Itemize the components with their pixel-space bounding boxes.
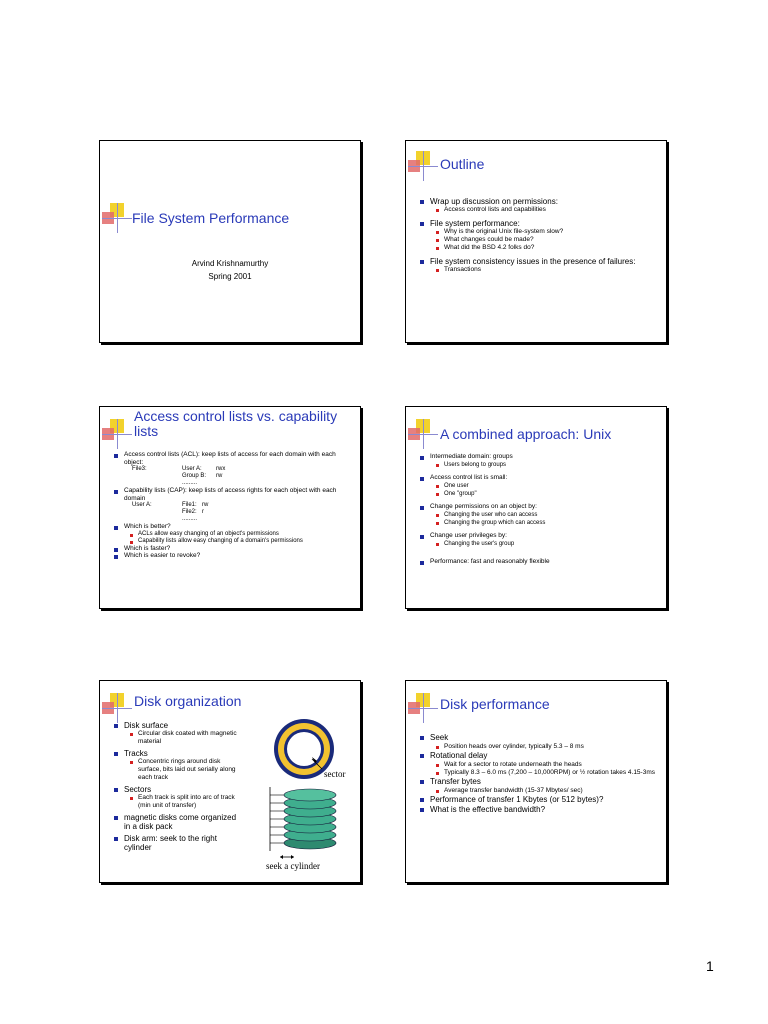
list-item: Disk arm: seek to the right cylinder	[114, 834, 239, 852]
slide-heading: A combined approach: Unix	[440, 426, 612, 442]
list-item: Sectors Each track is split into arc of track (min unit of transfer)	[114, 785, 239, 810]
author: Arvind Krishnamurthy	[191, 259, 269, 268]
slide-disk-organization	[99, 680, 361, 883]
list-item: What did the BSD 4.2 folks do?	[436, 244, 658, 252]
list-item: Performance: fast and reasonably flexible	[420, 558, 658, 566]
list-item: Access control lists (ACL): keep lists of access for each domain with each object:	[114, 451, 352, 466]
slide-title	[99, 140, 361, 343]
list-item: Which is faster?	[114, 545, 352, 553]
seek-label: seek a cylinder	[266, 861, 320, 871]
list-item: Position heads over cylinder, typically 5.3 – 8 ms	[436, 743, 658, 751]
date: Spring 2001	[208, 272, 252, 281]
slide-disk-performance	[405, 680, 667, 883]
list-item: Rotational delay Wait for a sector to rotate underneath the heads Typically 8.3 – 6.0 ms (7,200 – 10,000RPM) or ½ rotation takes 4.15-3ms	[420, 751, 658, 777]
list-item: One "group"	[436, 490, 658, 498]
list-item: Tracks Concentric rings around disk surface, bits laid out serially along each track	[114, 749, 239, 782]
slide-logo-icon	[408, 693, 438, 723]
list-item: Changing the user's group	[436, 540, 658, 548]
cap-table: User A: File1: rw File2: r .........	[132, 502, 209, 522]
list-item: Which is easier to revoke?	[114, 552, 352, 560]
list-item: Change user privileges by: Changing the user's group	[420, 532, 658, 548]
slide-logo-icon	[102, 693, 132, 723]
list-item: What is the effective bandwidth?	[420, 805, 658, 815]
list-item: Seek Position heads over cylinder, typically 5.3 – 8 ms	[420, 733, 658, 751]
slide-acl	[99, 406, 361, 609]
list-item: Disk surface Circular disk coated with magnetic material	[114, 721, 239, 746]
list-item: ACLs allow easy changing of an object's permissions	[130, 531, 352, 538]
list-item: What changes could be made?	[436, 236, 658, 244]
list-item: Wait for a sector to rotate underneath the heads	[436, 761, 658, 769]
list-item: Capability lists (CAP): keep lists of access rights for each object with each domain	[114, 487, 352, 502]
list-item: magnetic disks come organized in a disk pack	[114, 813, 239, 831]
slide-logo-icon	[102, 419, 132, 449]
list-item: Concentric rings around disk surface, bits laid out serially along each track	[130, 758, 239, 782]
disk-pack-icon	[270, 787, 336, 859]
slide-heading: Disk organization	[134, 693, 242, 709]
sector-label: sector	[324, 769, 346, 779]
slide-outline	[405, 140, 667, 343]
list-item: File system performance: Why is the original Unix file-system slow? What changes could be made? What did the BSD 4.2 folks do?	[420, 219, 658, 252]
list-item: Change permissions on an object by: Changing the user who can access Changing the group which can access	[420, 503, 658, 527]
list-item: Transfer bytes Average transfer bandwidth (15-37 Mbytes/ sec)	[420, 777, 658, 795]
list-item: Why is the original Unix file-system slow?	[436, 228, 658, 236]
list-item: Circular disk coated with magnetic material	[130, 730, 239, 746]
list-item: One user	[436, 482, 658, 490]
list-item: Each track is split into arc of track (min unit of transfer)	[130, 794, 239, 810]
list-item: Intermediate domain: groups Users belong to groups	[420, 453, 658, 469]
slide-logo-icon	[102, 203, 132, 233]
list-item: Access control list is small: One user One "group"	[420, 474, 658, 498]
slide-logo-icon	[408, 151, 438, 181]
list-item: Users belong to groups	[436, 461, 658, 469]
page-number: 1	[706, 958, 714, 974]
list-item: Performance of transfer 1 Kbytes (or 512 bytes)?	[420, 795, 658, 805]
disk-diagram	[250, 711, 360, 881]
slide-heading: Outline	[440, 156, 485, 172]
list-item: Transactions	[436, 266, 658, 274]
slide-unix	[405, 406, 667, 609]
list-item: Capability lists allow easy changing of a domain's permissions	[130, 538, 352, 545]
slide-heading: Disk performance	[440, 696, 550, 712]
list-item: Changing the user who can access	[436, 511, 658, 519]
list-item: File system consistency issues in the presence of failures: Transactions	[420, 257, 658, 274]
list-item: Typically 8.3 – 6.0 ms (7,200 – 10,000RPM) or ½ rotation takes 4.15-3ms	[436, 769, 658, 777]
list-item: Changing the group which can access	[436, 519, 658, 527]
slide-heading: File System Performance	[132, 210, 290, 226]
list-item: Which is better? ACLs allow easy changing of an object's permissions Capability lists allow easy changing of a domain's permissions	[114, 523, 352, 545]
acl-table: File3: User A: rwx Group B: rw .........	[132, 466, 226, 486]
slide-heading: Access control lists vs. capability lists	[134, 408, 338, 439]
slide-logo-icon	[408, 419, 438, 449]
list-item: Wrap up discussion on permissions: Access control lists and capabilities	[420, 197, 658, 214]
list-item: Access control lists and capabilities	[436, 206, 658, 214]
list-item: Average transfer bandwidth (15-37 Mbytes/ sec)	[436, 787, 658, 795]
